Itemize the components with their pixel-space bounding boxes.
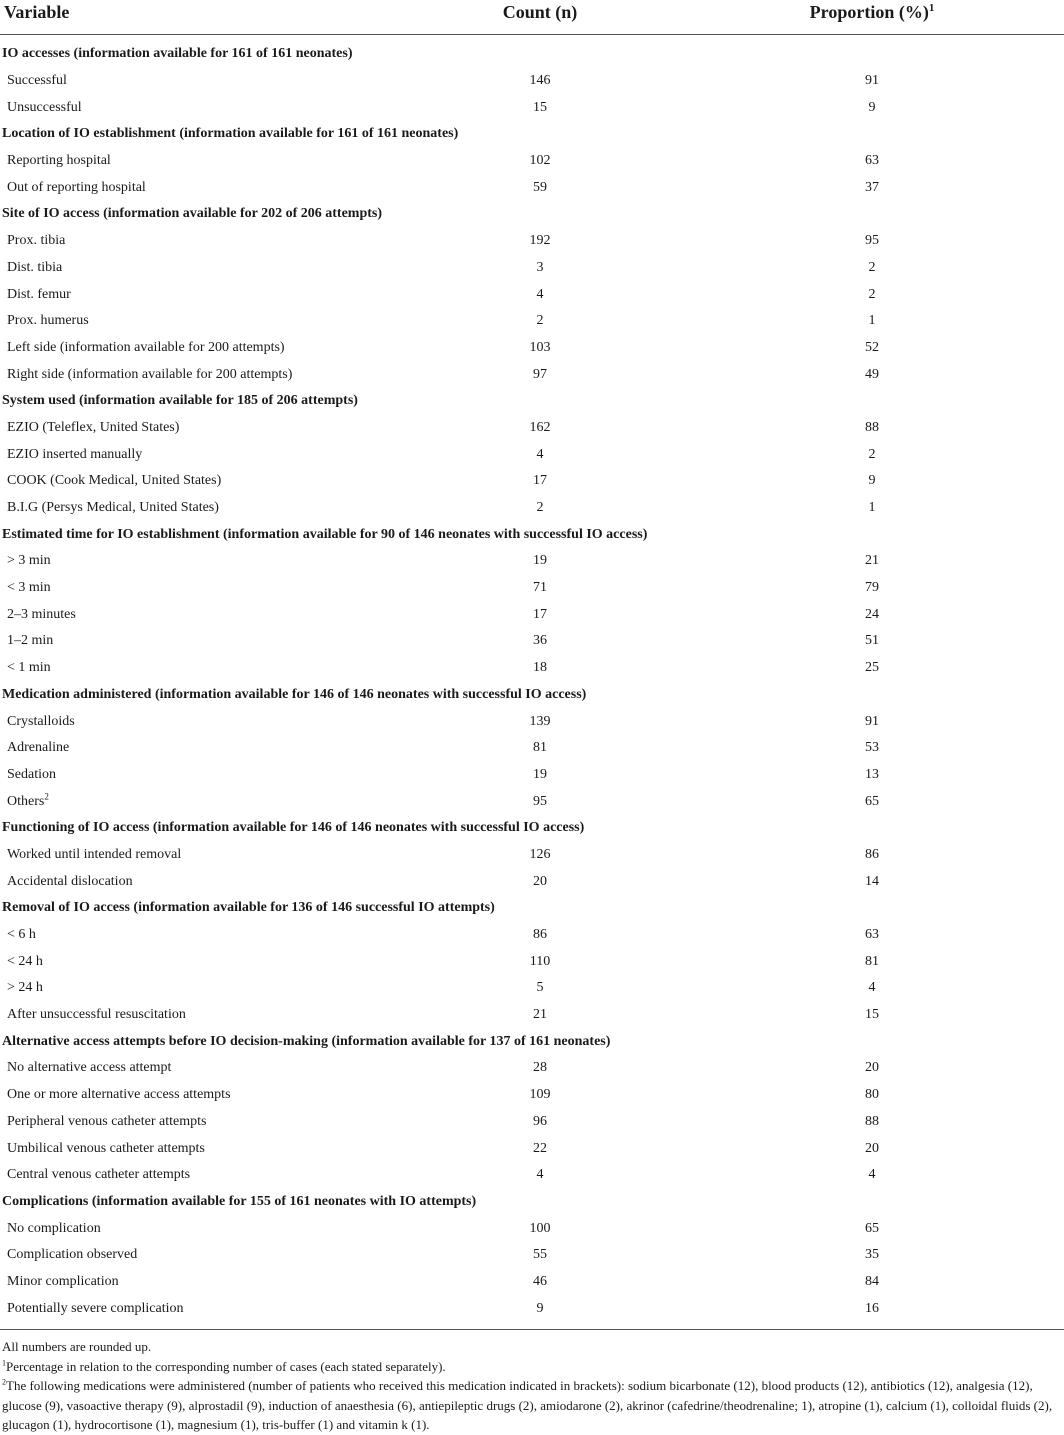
row-proportion: 49 [865,366,879,382]
row-label [0,601,400,628]
row-label-text: Umbilical venous catheter attempts [7,1140,205,1156]
row-footnote-mark: 2 [44,790,49,801]
table-row [0,628,1064,655]
table-row [0,1135,1064,1162]
row-count: 59 [533,179,547,195]
row-proportion: 81 [865,953,879,969]
section-header-row [0,895,1064,922]
row-label [0,1135,400,1162]
row-label [0,1295,400,1322]
table-row [0,1242,1064,1269]
section-header-row [0,388,1064,415]
row-proportion: 91 [865,73,879,89]
row-proportion: 52 [865,339,879,355]
row-count: 2 [536,313,544,329]
row-label-text: Crystalloids [7,713,75,729]
row-label [0,1055,400,1082]
section-header-row [0,1189,1064,1216]
footnote-1 [2,1357,1060,1377]
table-row [0,548,1064,575]
row-label [0,94,400,121]
header-proportion-footnote-mark: 1 [928,2,935,14]
table-row [0,1055,1064,1082]
row-label [0,735,400,762]
row-label-text: Adrenaline [7,740,70,756]
row-count: 17 [533,473,547,489]
row-count: 4 [536,446,544,462]
row-label [0,361,400,388]
row-proportion: 88 [865,1113,879,1129]
row-proportion: 2 [868,286,876,302]
row-label-text: Out of reporting hospital [7,179,146,195]
row-label [0,228,400,255]
row-proportion: 9 [868,99,876,115]
row-proportion: 79 [865,580,879,596]
table-row [0,601,1064,628]
row-label [0,842,400,869]
row-label-text: No complication [7,1220,101,1236]
row-count: 81 [533,740,547,756]
row-proportion: 13 [865,766,879,782]
table-footnotes [2,1337,1060,1435]
table-header-row [0,0,1064,35]
row-label-text: < 3 min [7,580,51,596]
row-proportion: 95 [865,233,879,249]
row-label-text: Worked until intended removal [7,846,182,862]
table-row [0,922,1064,949]
row-label [0,255,400,282]
row-count: 15 [533,99,547,115]
table-row [0,655,1064,682]
row-label-text: < 1 min [7,660,51,676]
row-label [0,762,400,789]
row-label-text: Minor complication [7,1273,119,1289]
section-title: Medication administered (information available for 146 of 146 neonates with successful IO access) [2,686,587,702]
row-label-text: EZIO (Teleflex, United States) [7,419,180,435]
section-title: IO accesses (information available for 161 of 161 neonates) [2,46,353,62]
table-row [0,735,1064,762]
row-count: 96 [533,1113,547,1129]
table-row [0,228,1064,255]
footnote-2 [2,1376,1060,1435]
row-count: 95 [533,793,547,809]
row-count: 103 [529,339,551,355]
table-row [0,255,1064,282]
row-label-text: Left side (information available for 200 attempts) [7,339,285,355]
row-label-text: Successful [7,73,67,89]
section-title: Estimated time for IO establishment (information available for 90 of 146 neonates with successful IO access) [2,526,648,542]
row-count: 4 [536,1167,544,1183]
row-count: 17 [533,606,547,622]
table-row [0,1082,1064,1109]
row-label-text: One or more alternative access attempts [7,1087,231,1103]
table-row [0,308,1064,335]
row-count: 21 [533,1007,547,1023]
row-label-text: 2–3 minutes [7,606,76,622]
row-label-text: 1–2 min [7,633,54,649]
footnote-1-mark: 1 [2,1358,6,1368]
row-count: 36 [533,633,547,649]
row-label-text: > 24 h [7,980,43,996]
section-title: Functioning of IO access (information available for 146 of 146 neonates with successful IO access) [2,820,585,836]
row-label-text: Potentially severe complication [7,1300,184,1316]
row-proportion: 65 [865,793,879,809]
row-label [0,922,400,949]
row-label [0,575,400,602]
row-label [0,495,400,522]
row-label [0,655,400,682]
row-label-text: Prox. humerus [7,313,89,329]
row-proportion: 1 [868,313,876,329]
table-row [0,1002,1064,1029]
table-row [0,441,1064,468]
row-proportion: 9 [868,473,876,489]
row-count: 19 [533,766,547,782]
row-proportion: 4 [868,980,876,996]
row-proportion: 4 [868,1167,876,1183]
table-row [0,1295,1064,1322]
row-label-text: COOK (Cook Medical, United States) [7,473,222,489]
row-label-text: Central venous catheter attempts [7,1167,191,1183]
row-label-text: Accidental dislocation [7,873,133,889]
row-label-text: > 3 min [7,553,51,569]
header-variable: Variable [0,0,400,35]
table-row [0,575,1064,602]
row-label-text: EZIO inserted manually [7,446,143,462]
row-label [0,468,400,495]
row-proportion: 14 [865,873,879,889]
section-header-row [0,121,1064,148]
section-title: Location of IO establishment (information available for 161 of 161 neonates) [2,126,459,142]
row-label [0,68,400,95]
section-header-row [0,35,1064,68]
row-label [0,148,400,175]
row-label [0,548,400,575]
row-proportion: 86 [865,846,879,862]
row-count: 3 [536,259,544,275]
row-count: 18 [533,660,547,676]
row-count: 102 [529,153,551,169]
table-row [0,842,1064,869]
section-header-row [0,1028,1064,1055]
row-count: 2 [536,500,544,516]
row-proportion: 51 [865,633,879,649]
row-count: 109 [529,1087,551,1103]
section-title: Removal of IO access (information available for 136 of 146 successful IO attempts) [2,900,495,916]
table-row [0,1215,1064,1242]
row-label-text: Right side (information available for 200 attempts) [7,366,293,382]
row-proportion: 20 [865,1060,879,1076]
row-label [0,628,400,655]
row-count: 55 [533,1247,547,1263]
table-row [0,335,1064,362]
row-proportion: 15 [865,1007,879,1023]
table-row [0,94,1064,121]
row-label-text: Dist. femur [7,286,71,302]
row-label-text: Others [7,793,45,809]
row-label-text: < 24 h [7,953,43,969]
row-proportion: 2 [868,259,876,275]
table-row [0,174,1064,201]
table-bottom-rule [0,1329,1064,1330]
row-label [0,708,400,735]
row-label [0,948,400,975]
section-header-row [0,815,1064,842]
row-count: 9 [536,1300,544,1316]
row-label [0,1242,400,1269]
row-count: 162 [529,419,551,435]
row-label [0,1215,400,1242]
header-proportion-text: Proportion (%) [809,2,929,22]
row-proportion: 20 [865,1140,879,1156]
footnote-rounding: All numbers are rounded up. [2,1339,152,1354]
row-proportion: 21 [865,553,879,569]
table-row [0,868,1064,895]
row-label [0,1162,400,1189]
row-proportion: 24 [865,606,879,622]
section-header-row [0,201,1064,228]
row-label-text: No alternative access attempt [7,1060,172,1076]
row-count: 20 [533,873,547,889]
footnote-1-text: Percentage in relation to the corresponding number of cases (each stated separately). [6,1358,446,1374]
row-count: 100 [529,1220,551,1236]
row-label-text: Reporting hospital [7,153,111,169]
table-row [0,148,1064,175]
row-proportion: 53 [865,740,879,756]
table-row [0,1109,1064,1136]
row-label [0,975,400,1002]
row-proportion: 1 [868,500,876,516]
header-proportion [680,0,1064,35]
row-count: 28 [533,1060,547,1076]
row-proportion: 65 [865,1220,879,1236]
section-title: Alternative access attempts before IO decision-making (information available for 137 of 161 neonates) [2,1033,611,1049]
row-label-text: Sedation [7,766,56,782]
row-label-text: Dist. tibia [7,259,63,275]
row-label [0,335,400,362]
footnote-2-mark: 2 [2,1377,6,1387]
footnote-2-text: The following medications were administered (number of patients who received this medication indicated in brackets): sodium bicarbonate (12), blood products (12), antibiotics (12), analgesia (12), glucose (9), vasoactive therapy (9), alprostadil (9), induction of anaesthesia (6), antiepileptic drugs (2), amiodarone (2), akrinor (cafedrine/theodrenaline; 1), atropine (1), calcium (1), colloidal fluids (2), glucagon (1), hydrocortisone (1), magnesium (1), tris-buffer (1) and vitamin k (1). [2,1378,1053,1432]
row-label [0,1002,400,1029]
row-label-text: After unsuccessful resuscitation [7,1007,186,1023]
table-row [0,495,1064,522]
row-label [0,174,400,201]
table-row [0,415,1064,442]
table-body [0,35,1064,1323]
row-label [0,1269,400,1296]
header-count: Count (n) [400,0,680,35]
row-count: 97 [533,366,547,382]
row-count: 192 [529,233,551,249]
row-label [0,1082,400,1109]
table-row [0,1269,1064,1296]
row-count: 5 [536,980,544,996]
row-proportion: 84 [865,1273,879,1289]
row-proportion: 37 [865,179,879,195]
section-title: Complications (information available for 155 of 161 neonates with IO attempts) [2,1193,477,1209]
row-proportion: 63 [865,927,879,943]
section-header-row [0,521,1064,548]
row-count: 46 [533,1273,547,1289]
table-row [0,281,1064,308]
table-row [0,762,1064,789]
row-label-text: Peripheral venous catheter attempts [7,1113,207,1129]
table-row [0,975,1064,1002]
row-label [0,441,400,468]
table-row [0,1162,1064,1189]
row-count: 126 [529,846,551,862]
row-label [0,281,400,308]
section-title: Site of IO access (information available for 202 of 206 attempts) [2,206,383,222]
row-label-text: B.I.G (Persys Medical, United States) [7,500,219,516]
row-label-text: Complication observed [7,1247,138,1263]
row-count: 146 [529,73,551,89]
row-label [0,788,400,815]
row-proportion: 2 [868,446,876,462]
row-count: 71 [533,580,547,596]
table-row [0,468,1064,495]
row-count: 4 [536,286,544,302]
row-label [0,1109,400,1136]
row-label [0,868,400,895]
table-row [0,788,1064,815]
row-proportion: 25 [865,660,879,676]
row-label [0,308,400,335]
row-proportion: 88 [865,419,879,435]
row-count: 22 [533,1140,547,1156]
row-label-text: Prox. tibia [7,233,66,249]
row-count: 19 [533,553,547,569]
row-label-text: < 6 h [7,927,36,943]
row-proportion: 80 [865,1087,879,1103]
row-proportion: 35 [865,1247,879,1263]
table-row [0,68,1064,95]
row-label [0,415,400,442]
row-count: 139 [529,713,551,729]
section-header-row [0,682,1064,709]
row-label-text: Unsuccessful [7,99,82,115]
row-count: 86 [533,927,547,943]
section-title: System used (information available for 185 of 206 attempts) [2,393,358,409]
table-row [0,708,1064,735]
row-proportion: 91 [865,713,879,729]
row-proportion: 16 [865,1300,879,1316]
table-row [0,948,1064,975]
row-count: 110 [529,953,551,969]
row-proportion: 63 [865,153,879,169]
table-row [0,361,1064,388]
